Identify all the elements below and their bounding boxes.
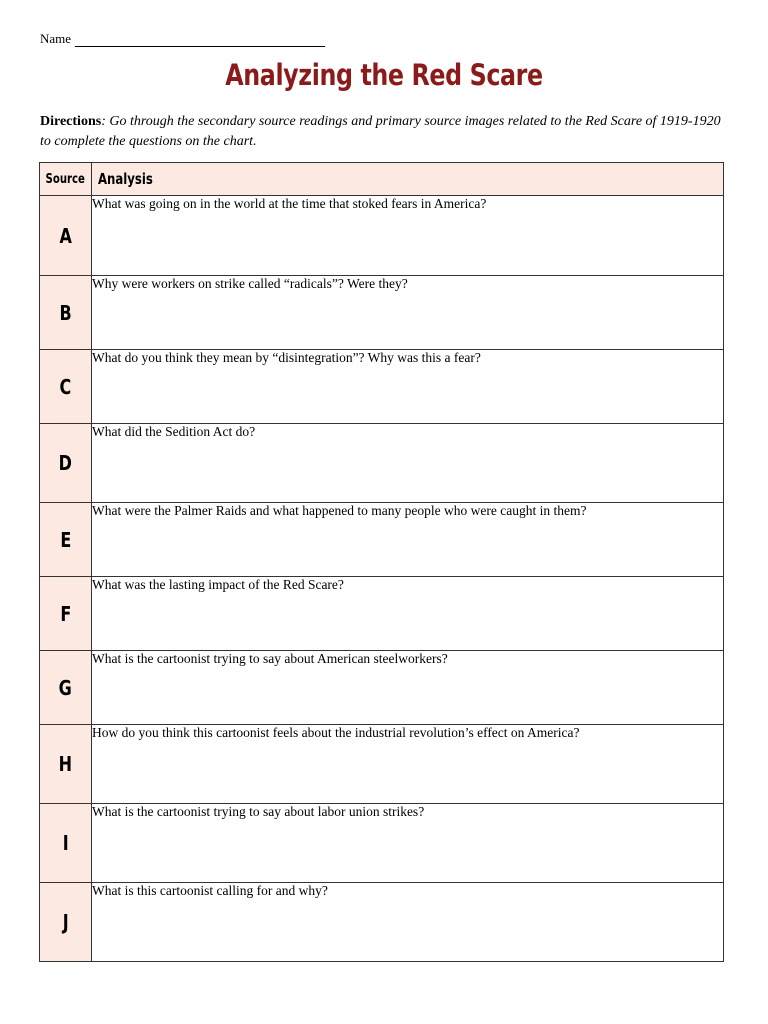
name-label: Name: [40, 31, 72, 46]
directions-text: : Go through the secondary source readings and primary source images related to the Red Scare of 1919-1920 to complete the questions on the chart.: [40, 114, 721, 149]
source-column-header: Source: [40, 163, 92, 196]
page-title: Analyzing the Red Scare: [225, 58, 543, 92]
name-field-row: [40, 31, 325, 47]
question-cell[interactable]: How do you think this cartoonist feels about the industrial revolution’s effect on America?: [92, 725, 724, 804]
source-letter: E: [40, 503, 92, 577]
question-cell[interactable]: What is this cartoonist calling for and why?: [92, 883, 724, 962]
table-row: [40, 651, 724, 725]
question-cell[interactable]: What did the Sedition Act do?: [92, 424, 724, 503]
table-row: [40, 424, 724, 503]
table-row: [40, 196, 724, 276]
table-row: [40, 350, 724, 424]
source-letter: B: [40, 276, 92, 350]
analysis-column-header: Analysis: [92, 163, 724, 196]
chart-header-row: [40, 163, 724, 196]
name-blank-line[interactable]: [75, 32, 325, 47]
source-letter: I: [40, 804, 92, 883]
question-cell[interactable]: What were the Palmer Raids and what happened to many people who were caught in them?: [92, 503, 724, 577]
question-cell[interactable]: What is the cartoonist trying to say about labor union strikes?: [92, 804, 724, 883]
source-letter: F: [40, 577, 92, 651]
question-cell[interactable]: What do you think they mean by “disintegration”? Why was this a fear?: [92, 350, 724, 424]
source-letter: G: [40, 651, 92, 725]
question-cell[interactable]: Why were workers on strike called “radicals”? Were they?: [92, 276, 724, 350]
table-row: [40, 276, 724, 350]
question-cell[interactable]: What was going on in the world at the time that stoked fears in America?: [92, 196, 724, 276]
source-letter: J: [40, 883, 92, 962]
source-letter: C: [40, 350, 92, 424]
source-letter: D: [40, 424, 92, 503]
table-row: [40, 725, 724, 804]
directions-label: Directions: [40, 114, 102, 129]
analysis-chart: [39, 162, 724, 962]
table-row: [40, 503, 724, 577]
question-cell[interactable]: What is the cartoonist trying to say about American steelworkers?: [92, 651, 724, 725]
directions-paragraph: [40, 112, 730, 152]
source-letter: A: [40, 196, 92, 276]
table-row: [40, 577, 724, 651]
source-letter: H: [40, 725, 92, 804]
table-row: [40, 883, 724, 962]
question-cell[interactable]: What was the lasting impact of the Red Scare?: [92, 577, 724, 651]
table-row: [40, 804, 724, 883]
